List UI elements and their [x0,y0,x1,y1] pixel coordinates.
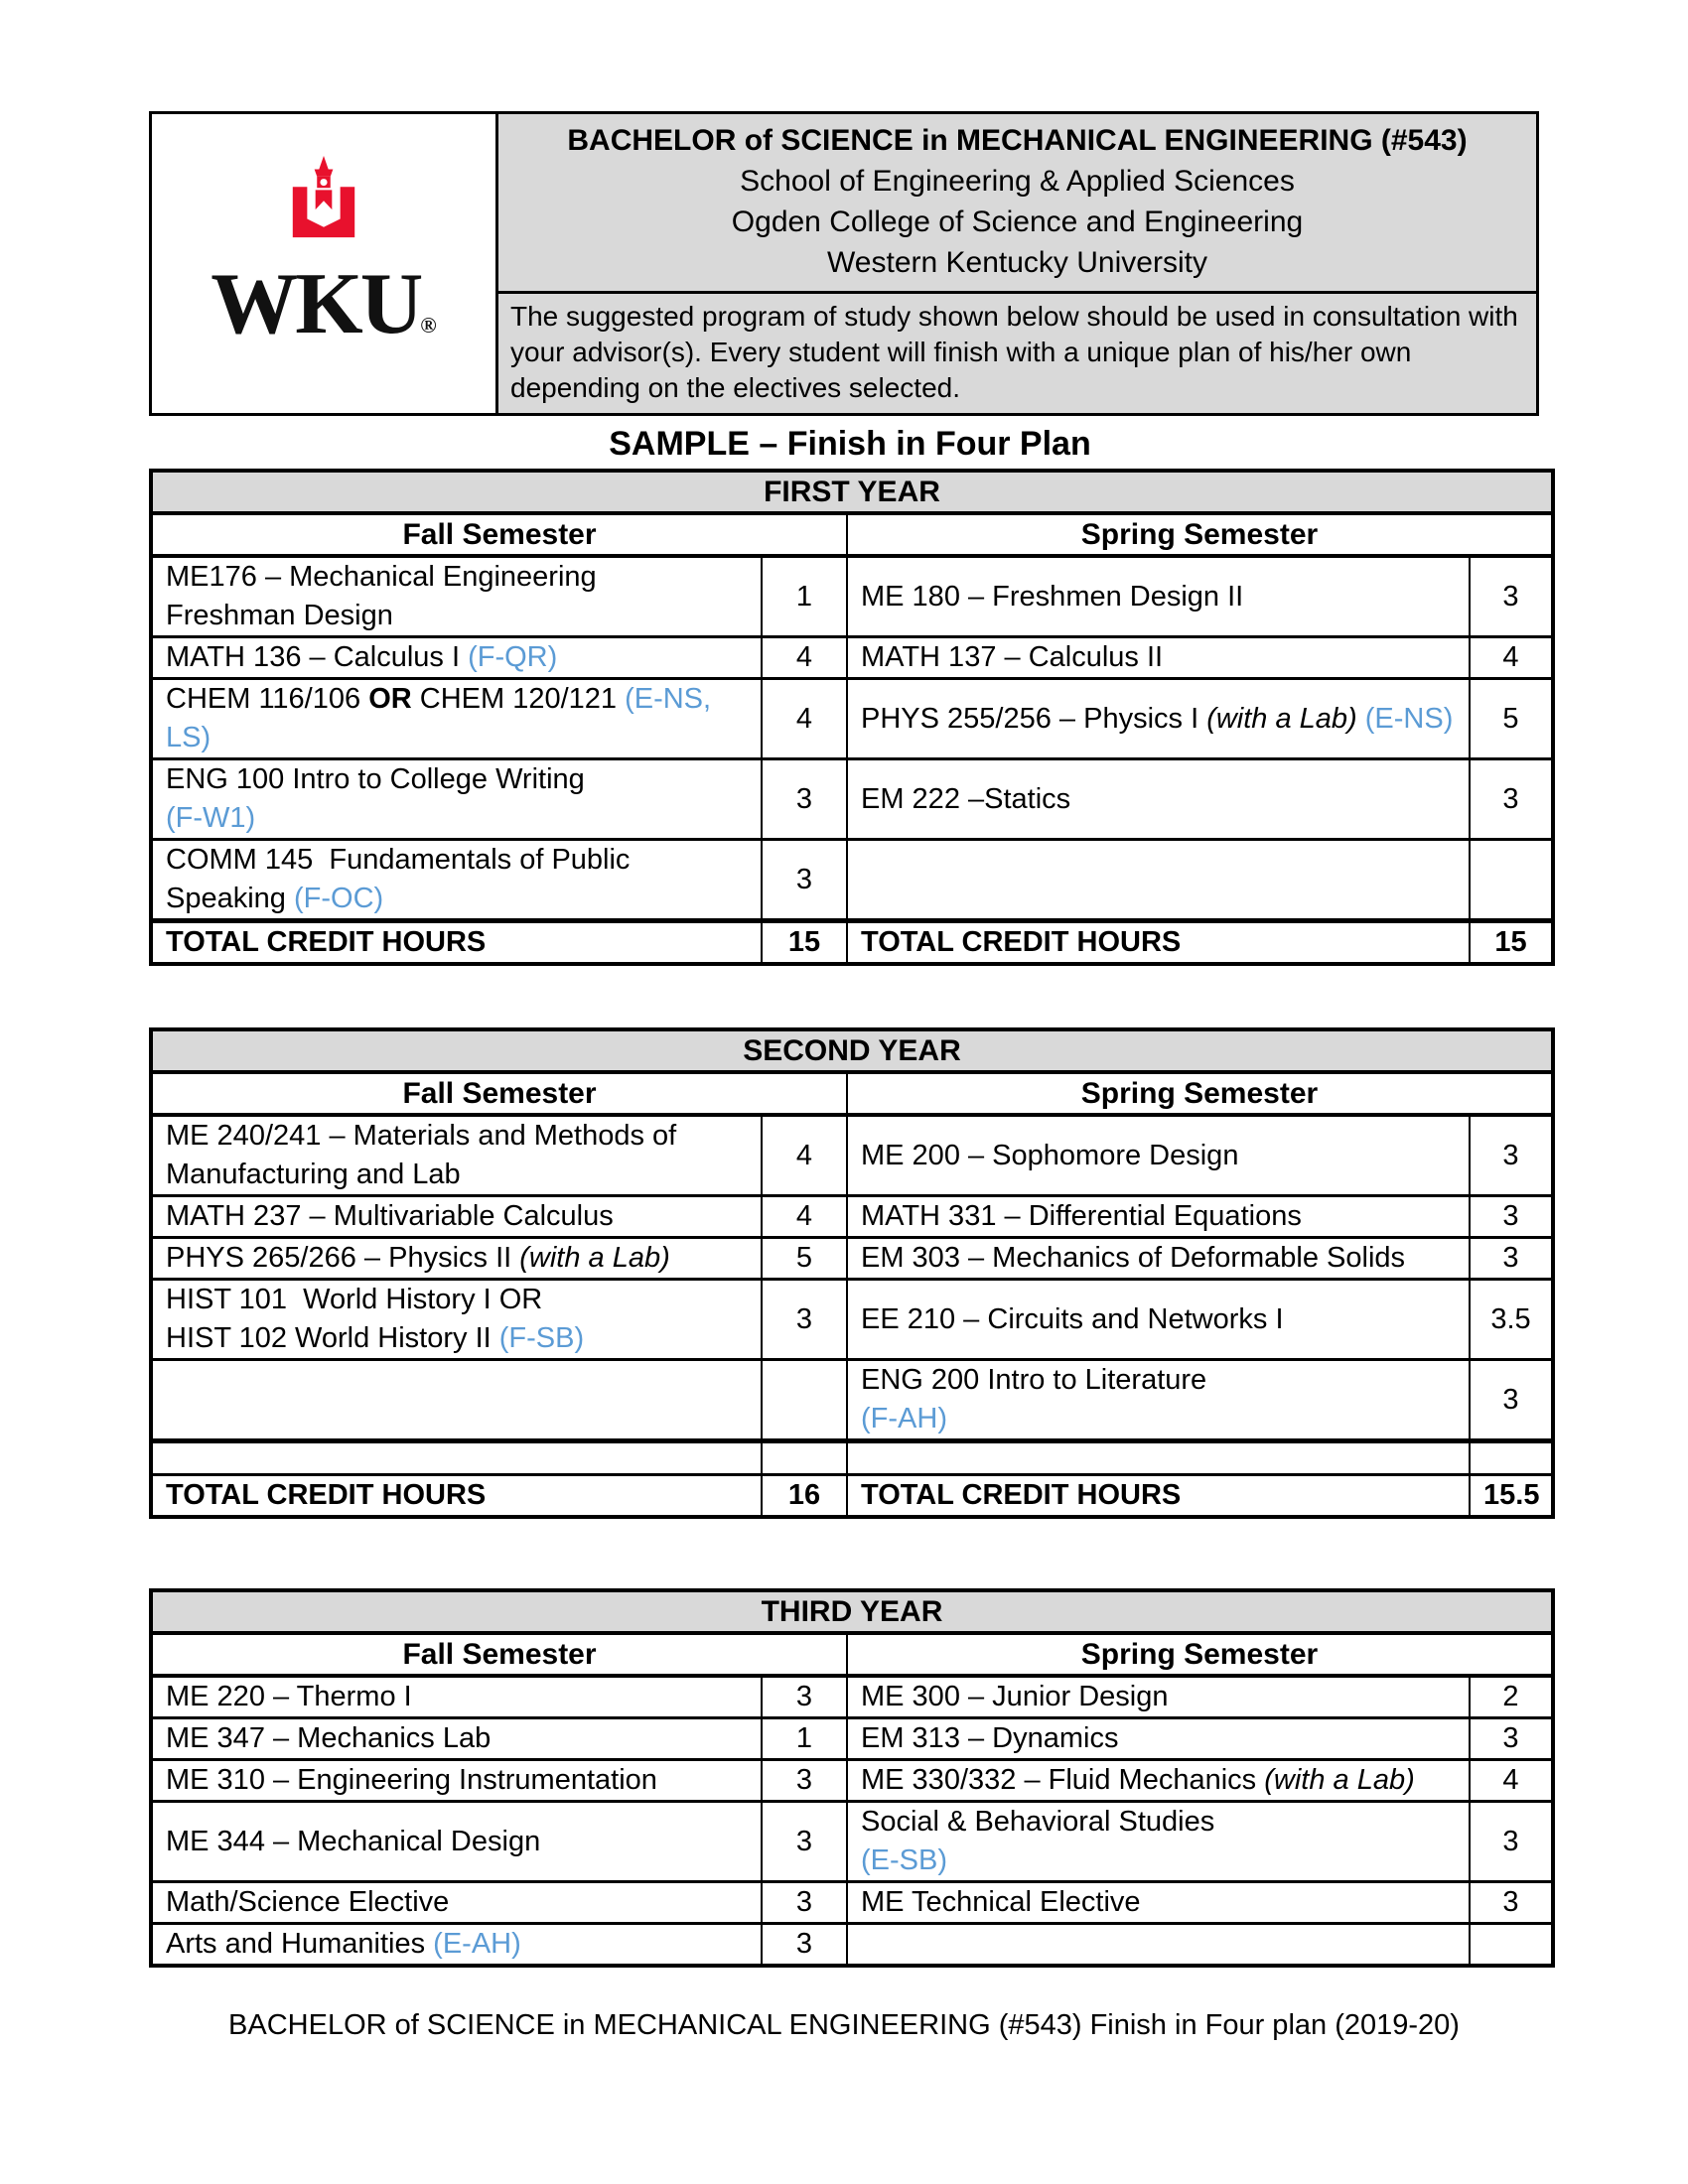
course-text: Freshman Design [166,600,393,631]
total-credit-hours-row [151,1475,1553,1518]
spring-course-cell [847,840,1470,921]
fall-course-cell [151,1882,762,1924]
spring-credit-cell: 3.5 [1470,1280,1553,1360]
semester-header-row [151,513,1553,556]
course-text: (with a Lab) [519,1242,670,1274]
course-text: HIST 101 World History I OR [166,1284,543,1315]
course-text: (with a Lab) [1264,1764,1415,1796]
course-text: COMM 145 Fundamentals of Public [166,844,631,876]
spring-credit-cell: 2 [1470,1676,1553,1718]
course-text: ME 344 – Mechanical Design [166,1825,541,1857]
spring-course-cell [847,1280,1470,1360]
fall-semester-header: Fall Semester [151,1633,847,1676]
course-row [151,759,1553,840]
fall-course-cell [151,1441,762,1475]
course-text: Math/Science Elective [166,1886,450,1918]
spring-credit-cell: 3 [1470,1238,1553,1280]
course-row [151,1441,1553,1475]
spring-course-cell [847,1718,1470,1760]
spring-course-cell [847,556,1470,637]
header [149,111,1539,416]
college-name: Ogden College of Science and Engineering [731,205,1304,238]
course-row [151,556,1553,637]
year-header: THIRD YEAR [151,1590,1553,1633]
gen-ed-tag: (F-SB) [498,1322,585,1354]
spring-credit-cell: 3 [1470,1196,1553,1238]
fall-total-credits: 15 [762,921,847,965]
school-name: School of Engineering & Applied Sciences [740,165,1295,198]
sample-plan-title: SAMPLE – Finish in Four Plan [609,425,1091,463]
fall-course-cell [151,1360,762,1441]
fall-credit-cell: 3 [762,1280,847,1360]
fall-course-cell [151,1718,762,1760]
course-text: Manufacturing and Lab [166,1159,461,1190]
course-text: HIST 102 World History II [166,1322,499,1354]
course-row [151,637,1553,679]
course-text: ENG 100 Intro to College Writing [166,763,585,795]
spring-credit-cell: 3 [1470,759,1553,840]
spring-course-cell [847,1441,1470,1475]
fall-credit-cell: 3 [762,1676,847,1718]
fall-course-cell [151,840,762,921]
course-row [151,679,1553,759]
advising-note-line: depending on the electives selected. [510,372,960,403]
fall-credit-cell: 1 [762,1718,847,1760]
spring-total-label: TOTAL CREDIT HOURS [847,921,1470,965]
course-text: ENG 200 Intro to Literature [861,1364,1207,1396]
gen-ed-tag: (E-SB) [861,1844,947,1876]
course-text: (with a Lab) [1206,702,1357,735]
course-row [151,1760,1553,1802]
wku-logo [152,114,498,413]
spring-course-cell [847,1196,1470,1238]
spring-credit-cell: 5 [1470,679,1553,759]
fall-course-cell [151,1676,762,1718]
spring-total-label: TOTAL CREDIT HOURS [847,1475,1470,1518]
fall-total-credits: 16 [762,1475,847,1518]
fall-credit-cell: 4 [762,679,847,759]
fall-credit-cell: 5 [762,1238,847,1280]
spring-credit-cell: 3 [1470,1115,1553,1196]
fall-course-cell [151,759,762,840]
course-row [151,840,1553,921]
course-text: Social & Behavioral Studies [861,1806,1215,1838]
course-text: MATH 331 – Differential Equations [861,1200,1302,1232]
spring-course-cell [847,637,1470,679]
course-row [151,1718,1553,1760]
course-text [1357,703,1365,735]
course-text: ME 240/241 – Materials and Methods of [166,1120,677,1152]
fall-course-cell [151,1802,762,1882]
fall-credit-cell: 3 [762,1760,847,1802]
spring-credit-cell [1470,1924,1553,1967]
spring-credit-cell: 3 [1470,1802,1553,1882]
spring-credit-cell [1470,840,1553,921]
course-text: ME 180 – Freshmen Design II [861,580,1244,613]
course-row [151,1924,1553,1967]
spring-course-cell [847,759,1470,840]
wku-wordmark: WKU® [211,256,437,352]
gen-ed-tag: (E-AH) [433,1928,521,1960]
fall-course-cell [151,637,762,679]
gen-ed-tag: (E-NS, LS) [166,683,720,753]
course-text: Arts and Humanities [166,1928,434,1960]
total-credit-hours-row [151,921,1553,965]
spring-course-cell [847,1924,1470,1967]
fall-course-cell [151,556,762,637]
fall-semester-header: Fall Semester [151,513,847,556]
course-text: ME 220 – Thermo I [166,1681,412,1712]
spring-credit-cell [1470,1441,1553,1475]
advising-note [498,294,1536,413]
course-text: OR [368,683,412,715]
university-name: Western Kentucky University [827,246,1207,279]
semester-header-row [151,1072,1553,1115]
fall-credit-cell: 3 [762,759,847,840]
program-title: BACHELOR of SCIENCE in MECHANICAL ENGINEERING (#543) [567,124,1468,157]
spring-credit-cell: 3 [1470,1718,1553,1760]
course-text: EM 222 –Statics [861,782,1071,815]
fall-total-label: TOTAL CREDIT HOURS [151,1475,762,1518]
course-text: ME Technical Elective [861,1886,1141,1918]
spring-credit-cell: 3 [1470,1882,1553,1924]
course-text: PHYS 255/256 – Physics I [861,702,1207,735]
fall-semester-header: Fall Semester [151,1072,847,1115]
advising-note-line: The suggested program of study shown below should be used in consultation with [510,301,1518,332]
course-text: CHEM 120/121 [411,683,626,715]
spring-total-credits: 15.5 [1470,1475,1553,1518]
spring-total-credits: 15 [1470,921,1553,965]
spring-course-cell [847,1360,1470,1441]
year-header-row [151,1029,1553,1072]
course-text: PHYS 265/266 – Physics II [166,1242,520,1274]
fall-total-label: TOTAL CREDIT HOURS [151,921,762,965]
fall-course-cell [151,1760,762,1802]
course-row [151,1115,1553,1196]
course-row [151,1280,1553,1360]
fall-credit-cell: 4 [762,1196,847,1238]
course-text: EE 210 – Circuits and Networks I [861,1302,1284,1335]
fall-credit-cell [762,1360,847,1441]
course-text: MATH 137 – Calculus II [861,641,1164,673]
course-text: EM 313 – Dynamics [861,1722,1119,1754]
spring-course-cell [847,1760,1470,1802]
header-text-block [498,114,1536,413]
semester-header-row [151,1633,1553,1676]
gen-ed-tag: (F-OC) [294,883,384,914]
course-text: EM 303 – Mechanics of Deformable Solids [861,1242,1406,1274]
gen-ed-tag: (F-QR) [468,641,558,673]
program-title-block [498,114,1536,294]
third-year-table [149,1588,1555,1968]
course-text: MATH 136 – Calculus I [166,641,469,673]
course-row [151,1238,1553,1280]
spring-course-cell [847,1802,1470,1882]
fall-credit-cell: 4 [762,637,847,679]
course-text: Speaking [166,883,294,914]
year-header: SECOND YEAR [151,1029,1553,1072]
fall-course-cell [151,679,762,759]
page-footer: BACHELOR of SCIENCE in MECHANICAL ENGINEERING (#543) Finish in Four plan (2019-20) [228,2009,1460,2041]
fall-credit-cell: 3 [762,1802,847,1882]
spring-credit-cell: 3 [1470,1360,1553,1441]
course-text: ME 330/332 – Fluid Mechanics [861,1764,1265,1796]
course-row [151,1802,1553,1882]
fall-credit-cell: 4 [762,1115,847,1196]
year-header-row [151,1590,1553,1633]
course-row [151,1360,1553,1441]
fall-credit-cell [762,1441,847,1475]
gen-ed-tag: (F-W1) [166,802,256,834]
course-row [151,1676,1553,1718]
course-row [151,1196,1553,1238]
fall-course-cell [151,1924,762,1967]
registered-mark: ® [420,313,437,338]
spring-course-cell [847,1238,1470,1280]
course-text: ME 310 – Engineering Instrumentation [166,1764,657,1796]
fall-credit-cell: 3 [762,1882,847,1924]
spring-semester-header: Spring Semester [847,1072,1553,1115]
fall-course-cell [151,1115,762,1196]
course-text: ME 300 – Junior Design [861,1681,1169,1712]
year-header: FIRST YEAR [151,471,1553,513]
first-year-table [149,469,1555,966]
spring-semester-header: Spring Semester [847,1633,1553,1676]
course-text: MATH 237 – Multivariable Calculus [166,1200,614,1232]
cupola-icon [265,156,382,259]
spring-credit-cell: 4 [1470,637,1553,679]
spring-course-cell [847,1882,1470,1924]
fall-credit-cell: 3 [762,1924,847,1967]
course-text: ME176 – Mechanical Engineering [166,561,597,593]
course-text: ME 200 – Sophomore Design [861,1139,1239,1171]
course-text: ME 347 – Mechanics Lab [166,1722,492,1754]
spring-course-cell [847,1676,1470,1718]
fall-course-cell [151,1196,762,1238]
fall-course-cell [151,1280,762,1360]
gen-ed-tag: (F-AH) [861,1403,947,1434]
advising-note-line: your advisor(s). Every student will finish with a unique plan of his/her own [510,337,1412,367]
course-text: CHEM 116/106 [166,683,369,715]
fall-course-cell [151,1238,762,1280]
course-row [151,1882,1553,1924]
second-year-table [149,1027,1555,1519]
spring-credit-cell: 4 [1470,1760,1553,1802]
fall-credit-cell: 3 [762,840,847,921]
spring-semester-header: Spring Semester [847,513,1553,556]
gen-ed-tag: (E-NS) [1364,702,1454,735]
spring-course-cell [847,679,1470,759]
year-header-row [151,471,1553,513]
fall-credit-cell: 1 [762,556,847,637]
spring-credit-cell: 3 [1470,556,1553,637]
spring-course-cell [847,1115,1470,1196]
